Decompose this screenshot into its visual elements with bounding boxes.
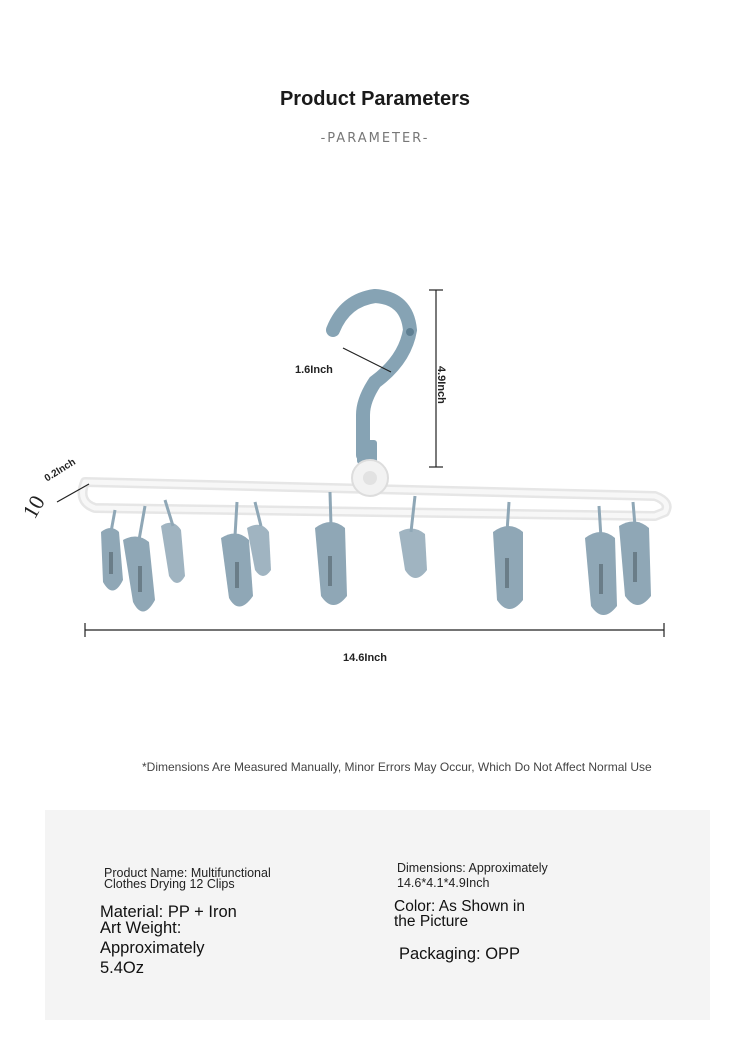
material-text: Material: PP + Iron (100, 903, 237, 921)
clip (585, 506, 617, 615)
hook-diameter-line (343, 348, 391, 372)
hanger-illustration (15, 270, 735, 690)
art-weight-line3: 5.4Oz (100, 959, 145, 977)
width-label: 14.6Inch (343, 652, 388, 664)
specs-panel (45, 810, 710, 1020)
width-dimension-line (85, 623, 664, 637)
product-name-line1: Product Name: Multifunctional (104, 866, 271, 880)
clip (123, 506, 155, 612)
dimensions-line2: 14.6*4.1*4.9Inch (397, 876, 490, 890)
page-title: Product Parameters (279, 88, 471, 110)
height-label: 4.9Inch (435, 366, 447, 404)
art-weight-line1: Art Weight: (100, 919, 182, 937)
clip (101, 510, 123, 591)
dimensions-line1: Dimensions: Approximately (397, 861, 548, 875)
hook-diameter-label: 1.6Inch (295, 364, 333, 376)
thickness-label: 0.2Inch (42, 456, 78, 485)
product-name-line2: Clothes Drying 12 Clips (104, 877, 235, 891)
hanger-frame (83, 460, 667, 516)
color-line1: Color: As Shown in (394, 898, 525, 915)
clip (221, 502, 253, 607)
product-diagram (15, 270, 735, 690)
page-subtitle: -PARAMETER- (320, 131, 430, 146)
hook (333, 296, 414, 464)
art-weight-line2: Approximately (100, 939, 205, 957)
measurement-note: *Dimensions Are Measured Manually, Minor Errors May Occur, Which Do Not Affect Normal Use (142, 760, 652, 774)
packaging-text: Packaging: OPP (399, 945, 521, 963)
thickness-prefix-label: 10 (17, 490, 50, 523)
color-line2: the Picture (394, 913, 469, 930)
